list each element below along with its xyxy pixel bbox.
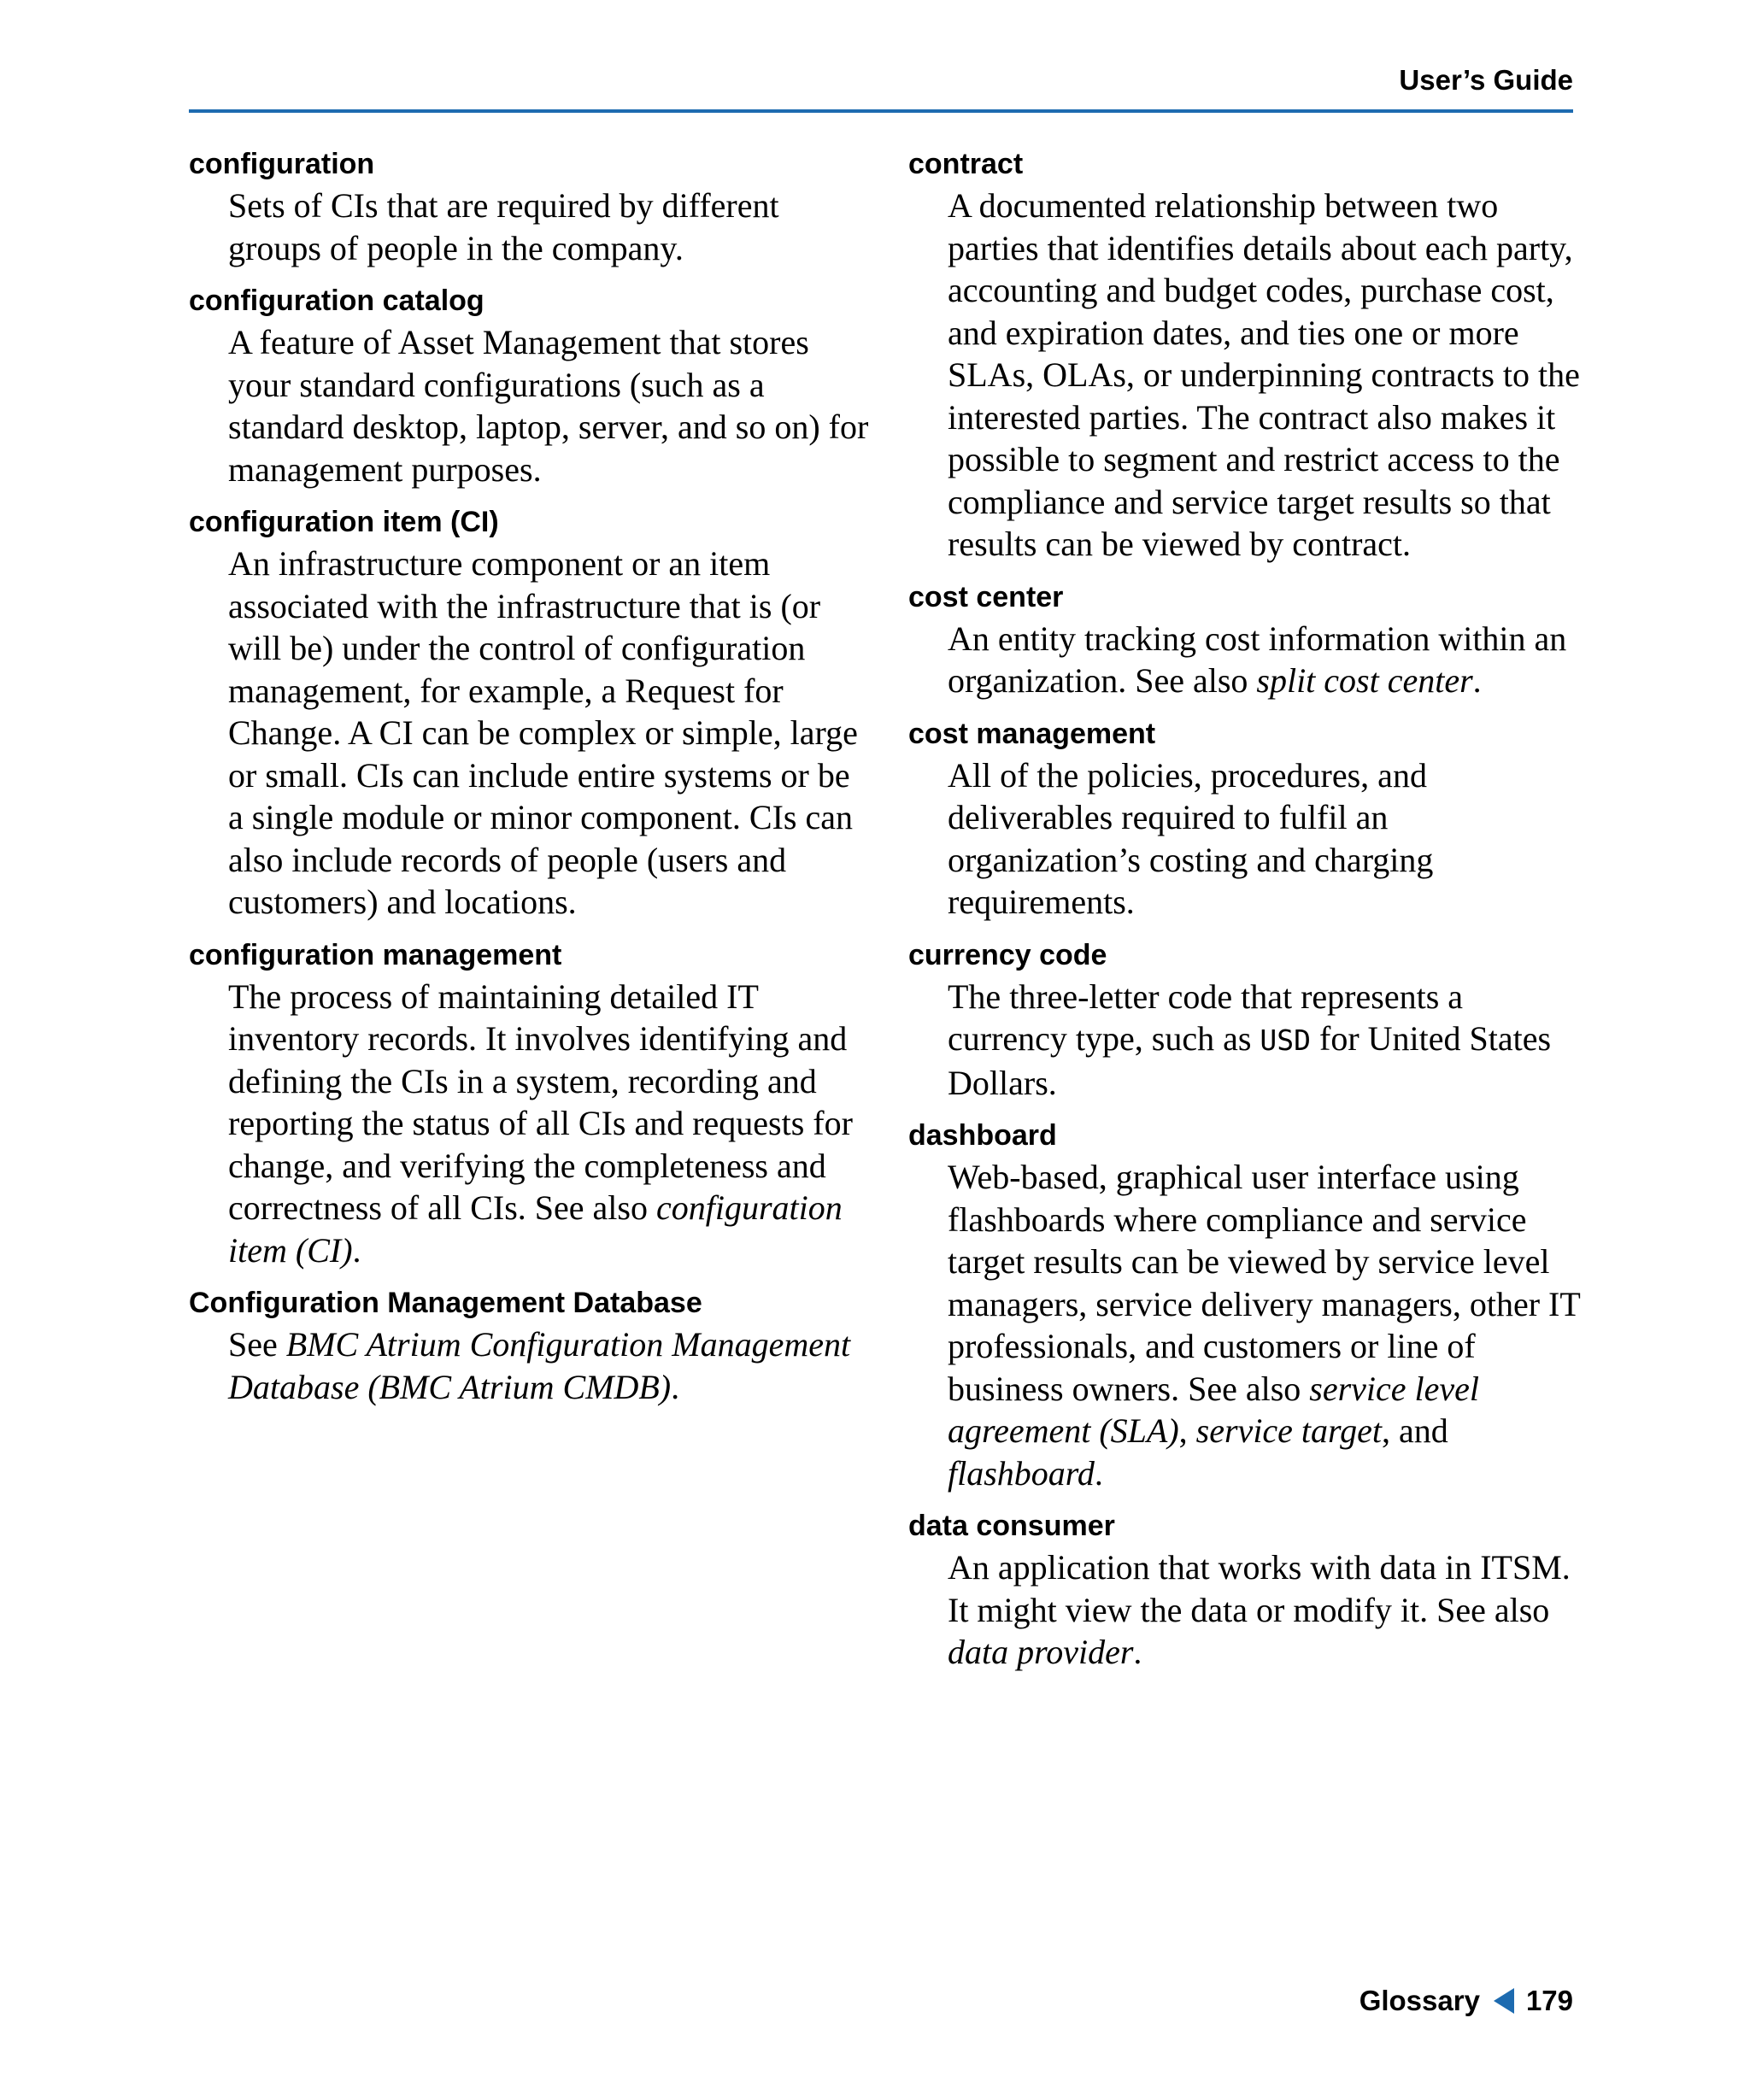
glossary-entry	[908, 935, 1583, 1105]
glossary-entry	[189, 144, 872, 269]
glossary-entry	[189, 502, 872, 924]
definition-text: An infrastructure component or an item associated with the infrastructure that is (or will be) under the control of configuration management, for example, a Request for Change. A CI can be complex or simple, large or small. CIs can include entire systems or be a single module or minor component. CIs can also include records of people (users and customers) and locations.	[228, 544, 858, 921]
definition-text: .	[1094, 1453, 1103, 1493]
glossary-term: cost center	[908, 580, 1064, 613]
definition-text: An application that works with data in ITSM. It might view the data or modify it. See also	[948, 1548, 1571, 1629]
glossary-term: configuration	[189, 148, 375, 180]
definition-text: , and	[1382, 1411, 1448, 1450]
glossary-entry	[908, 577, 1583, 702]
glossary-term: data consumer	[908, 1510, 1115, 1542]
definition-text: for United States Dollars.	[948, 1019, 1552, 1102]
glossary-definition	[948, 185, 1583, 566]
cross-reference: configuration item (CI)	[228, 1188, 843, 1270]
definition-text: .	[1133, 1633, 1142, 1671]
definition-text: A documented relationship between two parties that identifies details about each party, accounting and budget codes, purchase cost, and expiration dates, and ties one or more SLAs, OLAs, or underpinning contracts to the interested parties. The contract also makes it possible to segment and restrict access to the compliance and service target results so that results can be viewed by contract.	[948, 186, 1580, 563]
glossary-definition	[228, 321, 872, 490]
definition-text: Sets of CIs that are required by different groups of people in the company.	[228, 186, 779, 267]
glossary-entry	[189, 1282, 872, 1408]
definition-text: The process of maintaining detailed IT inventory records. It involves identifying and defining the CIs in a system, recording and reporting the status of all CIs and requests for change, and verifying the completeness and correctness of all CIs. See also	[228, 977, 853, 1227]
glossary-definition	[948, 754, 1583, 924]
cross-reference: flashboard	[948, 1453, 1095, 1493]
guide-title: User’s Guide	[1399, 64, 1573, 96]
footer-section: Glossary	[1359, 1985, 1480, 2016]
glossary-definition	[228, 976, 872, 1272]
definition-text: ,	[1178, 1411, 1196, 1450]
glossary-definition	[228, 1323, 872, 1408]
glossary-term: contract	[908, 148, 1024, 180]
glossary-term: dashboard	[908, 1119, 1057, 1152]
definition-text: .	[352, 1230, 361, 1270]
glossary-definition	[228, 543, 872, 924]
definition-text: .	[671, 1367, 680, 1406]
glossary-entry	[908, 1115, 1583, 1494]
page-header	[189, 60, 1573, 113]
left-column	[189, 144, 872, 1419]
glossary-entry	[908, 1505, 1583, 1674]
glossary-entry	[908, 713, 1583, 924]
glossary-entry	[189, 935, 872, 1272]
cross-reference: BMC Atrium Configuration Management Database (BMC Atrium CMDB)	[228, 1325, 851, 1406]
glossary-term: configuration catalog	[189, 284, 484, 317]
definition-text: The three-letter code that represents a currency type, such as	[948, 977, 1464, 1058]
definition-text: See	[228, 1325, 286, 1364]
left-triangle-icon	[1494, 1988, 1514, 2014]
cross-reference: data provider	[948, 1633, 1134, 1671]
glossary-term: cost management	[908, 717, 1156, 750]
definition-text: A feature of Asset Management that stores your standard configurations (such as a standard desktop, laptop, server, and so on) for management purposes.	[228, 323, 869, 489]
glossary-term: currency code	[908, 938, 1107, 971]
glossary-definition	[948, 976, 1583, 1105]
cross-reference: service level agreement (SLA)	[948, 1369, 1480, 1450]
cross-reference: split cost center	[1256, 661, 1473, 700]
glossary-definition	[228, 185, 872, 269]
glossary-definition	[948, 618, 1583, 702]
definition-text: An entity tracking cost information within an organization. See also	[948, 619, 1567, 700]
glossary-entry	[189, 280, 872, 490]
glossary-term: configuration management	[189, 938, 562, 971]
glossary-term: configuration item (CI)	[189, 506, 499, 538]
glossary-definition	[948, 1546, 1583, 1674]
definition-text: .	[1472, 661, 1482, 700]
right-column	[908, 144, 1583, 1685]
glossary-entry	[908, 144, 1583, 566]
page-footer	[1359, 1982, 1573, 2020]
code-text: USD	[1260, 1024, 1312, 1057]
cross-reference: service target	[1195, 1411, 1382, 1450]
definition-text: All of the policies, procedures, and deliverables required to fulfil an organization’s costing and charging requirements.	[948, 755, 1434, 921]
glossary-definition	[948, 1156, 1583, 1494]
page-number: 179	[1525, 1985, 1573, 2016]
glossary-term: Configuration Management Database	[189, 1287, 702, 1319]
definition-text: Web-based, graphical user interface using flashboards where compliance and service target results can be viewed by service level managers, service delivery managers, other IT professionals, and customers or line of business owners. See also	[948, 1158, 1581, 1408]
